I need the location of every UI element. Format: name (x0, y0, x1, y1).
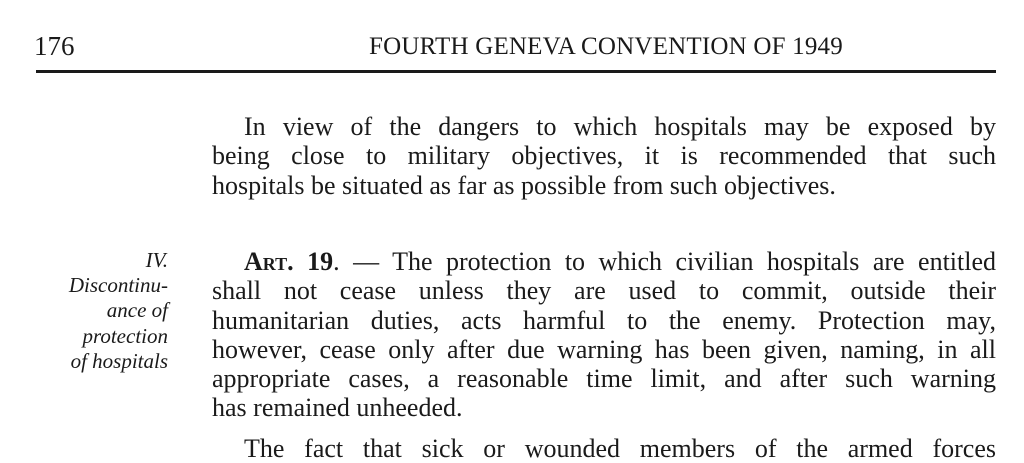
sidenote-line: IV. (145, 248, 168, 272)
text-line: appropriate cases, a reasonable time limit, and after such warning (212, 364, 996, 394)
sidenote-line: Discontinu- (68, 273, 168, 298)
text-line: humanitarian duties, acts harmful to the enemy. Protection may, (212, 305, 996, 335)
text-line: In view of the dangers to which hospitals may be exposed by (244, 112, 996, 141)
running-head: FOURTH GENEVA CONVENTION OF 1949 (369, 33, 843, 60)
text-line: hospitals be situated as far as possible from such objectives. (212, 170, 836, 200)
text-line: shall not cease unless they are used to commit, outside their (212, 276, 996, 306)
text-line: has remained unheeded. (212, 393, 463, 423)
sidenote-line: ance of (106, 298, 168, 323)
sidenote-line: protection (82, 323, 168, 348)
page-number: 176 (34, 31, 75, 61)
text-line: The fact that sick or wounded members of the armed forces (244, 434, 996, 463)
article-number: 19 (307, 247, 334, 276)
article-first-line-text: . — The protection to which civilian hospitals are entitled (333, 247, 997, 276)
paragraph-hospital-siting (212, 112, 996, 200)
margin-sidenote (28, 248, 168, 374)
text-line: being close to military objectives, it is recommended that such (212, 141, 996, 171)
sidenote-line: of hospitals (70, 348, 168, 373)
header-rule (36, 70, 996, 73)
paragraph-cut-off (212, 434, 996, 463)
article-label: Art. (244, 247, 294, 276)
text-line: however, cease only after due warning has been given, naming, in all (212, 334, 996, 364)
article-19 (212, 247, 996, 423)
article-first-line (212, 247, 996, 276)
